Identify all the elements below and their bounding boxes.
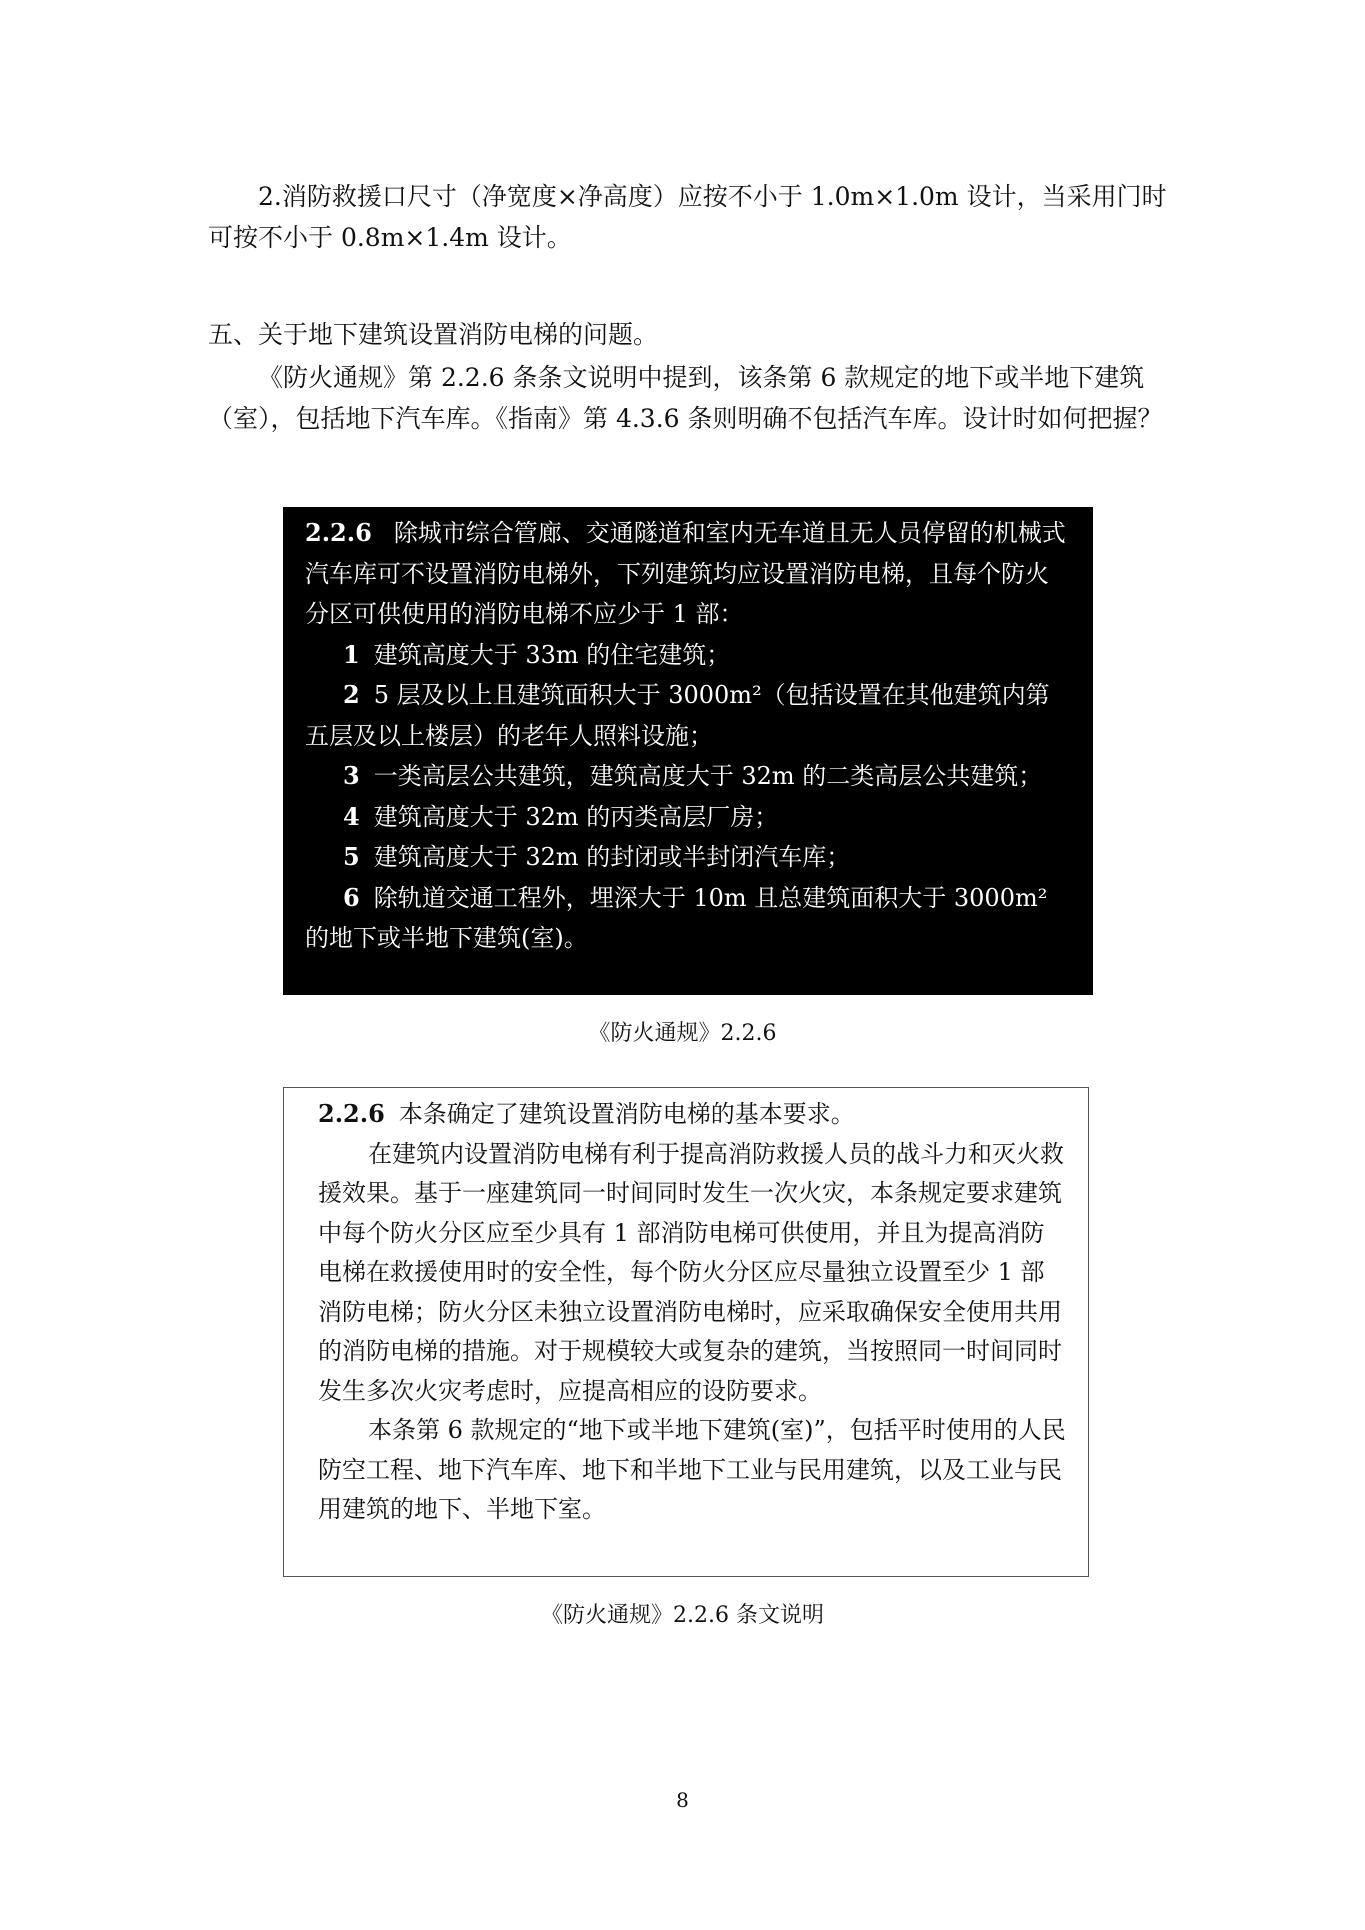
clause-number: 2.2.6 bbox=[318, 1099, 385, 1128]
explanation-excerpt-box bbox=[283, 1087, 1089, 1577]
clause-item bbox=[305, 797, 1071, 838]
explanation-first-line-text: 本条确定了建筑设置消防电梯的基本要求。 bbox=[398, 1100, 855, 1128]
item-number: 1 bbox=[343, 639, 360, 669]
clause-item bbox=[305, 635, 1071, 676]
clause-item bbox=[305, 675, 1071, 756]
page-number: 8 bbox=[676, 1788, 689, 1812]
paragraph-question: 《防火通规》第 2.2.6 条条文说明中提到，该条第 6 款规定的地下或半地下建筑（室），包括地下汽车库。《指南》第 4.3.6 条则明确不包括汽车库。设计时如何把握？ bbox=[208, 363, 1163, 433]
item-text: 除轨道交通工程外，埋深大于 10m 且总建筑面积大于 3000m² 的地下或半地下建筑(室)。 bbox=[305, 883, 1048, 952]
code-clause-lead bbox=[305, 513, 1071, 635]
explanation-excerpt-caption: 《防火通规》2.2.6 条文说明 bbox=[541, 1603, 824, 1628]
item-number: 5 bbox=[343, 842, 360, 871]
clause-item bbox=[305, 837, 1071, 878]
item-number: 3 bbox=[343, 761, 360, 790]
item-number: 4 bbox=[343, 801, 360, 831]
item-number: 2 bbox=[343, 680, 360, 709]
item-number: 6 bbox=[343, 882, 360, 912]
explanation-first-line bbox=[318, 1094, 1066, 1135]
explanation-paragraph: 本条第 6 款规定的“地下或半地下建筑(室)”，包括平时使用的人民防空工程、地下汽车库、地下和半地下工业与民用建筑，以及工业与民用建筑的地下、半地下室。 bbox=[318, 1416, 1066, 1523]
clause-item bbox=[305, 878, 1071, 959]
section-heading-underground-fire-elevator: 五、关于地下建筑设置消防电梯的问题。 bbox=[208, 320, 659, 349]
code-excerpt-box bbox=[283, 507, 1093, 995]
item-text: 一类高层公共建筑，建筑高度大于 32m 的二类高层公共建筑； bbox=[373, 762, 1043, 790]
item-text: 建筑高度大于 32m 的丙类高层厂房； bbox=[373, 802, 779, 831]
clause-item bbox=[305, 756, 1071, 797]
item-text: 建筑高度大于 33m 的住宅建筑； bbox=[373, 640, 731, 669]
clause-number: 2.2.6 bbox=[305, 518, 372, 547]
paragraph-rescue-opening-size: 2.消防救援口尺寸（净宽度×净高度）应按不小于 1.0m×1.0m 设计，当采用门时可按不小于 0.8m×1.4m 设计。 bbox=[208, 182, 1167, 252]
clause-lead-text: 除城市综合管廊、交通隧道和室内无车道且无人员停留的机械式汽车库可不设置消防电梯外，下列建筑均应设置消防电梯，且每个防火分区可供使用的消防电梯不应少于 1 部： bbox=[305, 519, 1066, 628]
item-text: 建筑高度大于 32m 的封闭或半封闭汽车库； bbox=[373, 843, 851, 871]
explanation-paragraph: 在建筑内设置消防电梯有利于提高消防救援人员的战斗力和灭火救援效果。基于一座建筑同一时间同时发生一次火灾，本条规定要求建筑中每个防火分区应至少具有 1 部消防电梯可供使用，并且为提高消防电梯在救援使用时的安全性，每个防火分区应尽量独立设置至少 1 部消防电梯；防火分区未独立设置消防电梯时，应采取确保安全使用共用的消防电梯的措施。对于规模较大或复杂的建筑，当按照同一时间同时发生多次火灾考虑时，应提高相应的设防要求。 bbox=[318, 1139, 1064, 1405]
code-excerpt-caption: 《防火通规》2.2.6 bbox=[588, 1021, 777, 1046]
item-text: 5 层及以上且建筑面积大于 3000m²（包括设置在其他建筑内第五层及以上楼层）的老年人照料设施； bbox=[305, 681, 1050, 750]
